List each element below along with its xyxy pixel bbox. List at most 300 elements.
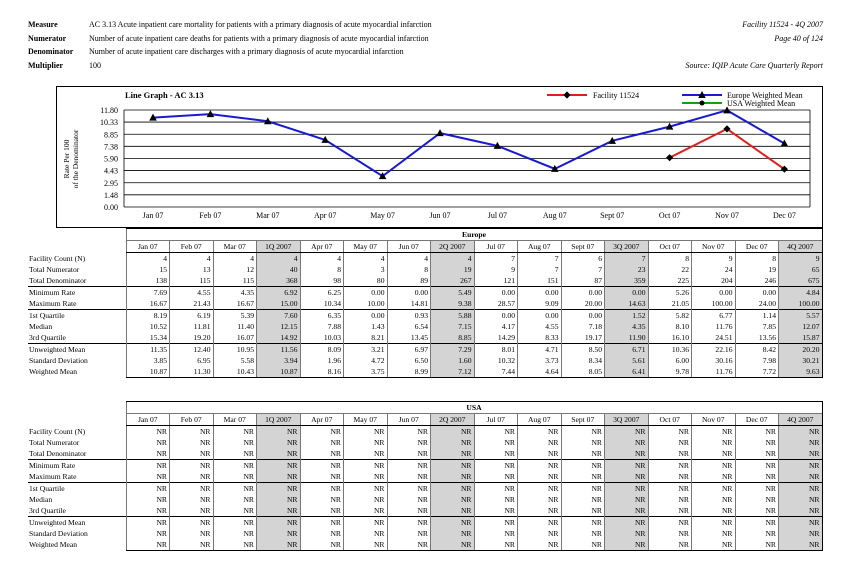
table-cell: 16.10	[648, 332, 692, 344]
table-cell: NR	[170, 505, 214, 517]
table-cell: NR	[170, 483, 214, 495]
table-cell: 23	[605, 264, 649, 275]
table-cell: NR	[126, 517, 170, 529]
table-cell: NR	[692, 494, 736, 505]
table-cell: NR	[605, 426, 649, 438]
table-cell: NR	[431, 426, 475, 438]
table-cell: 11.76	[692, 366, 736, 378]
table-cell: 5.58	[213, 355, 257, 366]
table-row	[28, 505, 822, 517]
table-cell: 8.85	[431, 332, 475, 344]
table-cell: 7	[561, 264, 605, 275]
table-cell: 4	[126, 253, 170, 265]
column-header: Jul 07	[474, 414, 518, 426]
table-cell: NR	[387, 494, 431, 505]
table-cell: 115	[213, 275, 257, 287]
table-cell: 5.61	[605, 355, 649, 366]
table-row	[28, 517, 822, 529]
table-cell: 6.41	[605, 366, 649, 378]
table-cell: NR	[474, 471, 518, 483]
y-axis-label-line: of the Denominator	[71, 129, 80, 189]
column-header: Dec 07	[735, 241, 779, 253]
table-cell: 5.26	[648, 287, 692, 299]
table-cell: 8	[735, 253, 779, 265]
table-cell: NR	[344, 517, 388, 529]
table-cell: 6.92	[257, 287, 301, 299]
table-cell: NR	[518, 460, 562, 472]
table-cell: NR	[257, 471, 301, 483]
table-cell: NR	[170, 437, 214, 448]
table-cell: NR	[431, 494, 475, 505]
table-cell: NR	[518, 517, 562, 529]
table-cell: 65	[779, 264, 823, 275]
x-tick-label: Jul 07	[487, 211, 508, 220]
row-label-spacer	[28, 241, 126, 253]
denominator-row	[28, 45, 823, 59]
table-cell: 6.95	[170, 355, 214, 366]
column-header: 4Q 2007	[779, 414, 823, 426]
table-cell: NR	[387, 505, 431, 517]
table-cell: NR	[605, 517, 649, 529]
table-cell: 0.00	[344, 287, 388, 299]
table-cell: 0.00	[692, 287, 736, 299]
table-cell: NR	[170, 517, 214, 529]
table-cell: 14.63	[605, 298, 649, 310]
table-cell: 4.64	[518, 366, 562, 378]
column-header: 4Q 2007	[779, 241, 823, 253]
table-cell: 7.88	[300, 321, 344, 332]
table-cell: 7	[474, 253, 518, 265]
table-cell: NR	[561, 539, 605, 551]
table-cell: NR	[431, 539, 475, 551]
table-cell: 30.21	[779, 355, 823, 366]
table-cell: NR	[300, 448, 344, 460]
table-cell: 1.14	[735, 310, 779, 322]
table-cell: 7.98	[735, 355, 779, 366]
table-cell: NR	[735, 460, 779, 472]
table-cell: 6.50	[387, 355, 431, 366]
table-cell: 80	[344, 275, 388, 287]
table-cell: 11.40	[213, 321, 257, 332]
table-cell: 7.69	[126, 287, 170, 299]
table-cell: NR	[213, 437, 257, 448]
table-cell: NR	[648, 448, 692, 460]
table-cell: NR	[474, 437, 518, 448]
table-cell: NR	[605, 539, 649, 551]
table-cell: NR	[300, 517, 344, 529]
measure-row	[28, 18, 823, 32]
x-tick-label: Jan 07	[142, 211, 164, 220]
table-cell: 8.01	[474, 344, 518, 356]
table-cell: NR	[300, 539, 344, 551]
table-cell: 5.49	[431, 287, 475, 299]
table-cell: NR	[126, 471, 170, 483]
table-cell: 246	[735, 275, 779, 287]
table-cell: 24.51	[692, 332, 736, 344]
table-cell: 11.76	[692, 321, 736, 332]
table-cell: 4.17	[474, 321, 518, 332]
table-row	[28, 332, 822, 344]
table-cell: NR	[692, 437, 736, 448]
table-cell: 3.85	[126, 355, 170, 366]
table-cell: 10.87	[126, 366, 170, 378]
table-cell: 3.73	[518, 355, 562, 366]
table-cell: NR	[779, 528, 823, 539]
table-cell: NR	[387, 471, 431, 483]
column-header: Jan 07	[126, 414, 170, 426]
table-cell: 0.00	[518, 287, 562, 299]
x-tick-label: Sept 07	[600, 211, 625, 220]
row-label: Unweighted Mean	[28, 344, 126, 356]
column-header: Apr 07	[300, 241, 344, 253]
table-cell: NR	[257, 539, 301, 551]
table-cell: NR	[170, 460, 214, 472]
table-cell: NR	[257, 505, 301, 517]
table-cell: NR	[257, 528, 301, 539]
y-axis-label	[62, 129, 80, 188]
table-cell: NR	[431, 437, 475, 448]
y-tick-label: 2.95	[104, 178, 118, 188]
table-row	[28, 355, 822, 366]
table-cell: NR	[126, 505, 170, 517]
table-cell: 22	[648, 264, 692, 275]
table-cell: 675	[779, 275, 823, 287]
column-header: Mar 07	[213, 241, 257, 253]
table-cell: 15.87	[779, 332, 823, 344]
table-row	[28, 437, 822, 448]
table-cell: 4.72	[344, 355, 388, 366]
table-cell: NR	[648, 471, 692, 483]
table-cell: 368	[257, 275, 301, 287]
y-axis-label-line: Rate Per 100	[62, 139, 71, 179]
column-header: 3Q 2007	[605, 414, 649, 426]
row-label: Total Denominator	[29, 449, 87, 458]
column-header: Nov 07	[692, 414, 736, 426]
table-cell: NR	[518, 528, 562, 539]
table-cell: 6.54	[387, 321, 431, 332]
table-row	[28, 287, 822, 299]
table-cell: 19	[431, 264, 475, 275]
table-cell: 21.43	[170, 298, 214, 310]
row-label: Maximum Rate	[29, 299, 77, 308]
column-header: 1Q 2007	[257, 414, 301, 426]
table-cell: 12	[213, 264, 257, 275]
usa-section-title: USA	[126, 402, 822, 414]
row-label: Facility Count (N)	[29, 253, 86, 263]
table-cell: 89	[387, 275, 431, 287]
table-cell: 15	[126, 264, 170, 275]
table-cell: NR	[300, 494, 344, 505]
table-cell: NR	[300, 426, 344, 438]
table-cell: NR	[170, 494, 214, 505]
table-cell: 19.20	[170, 332, 214, 344]
row-label: Standard Deviation	[29, 356, 88, 365]
table-cell: 4.84	[779, 287, 823, 299]
table-cell: 11.81	[170, 321, 214, 332]
table-cell: 7.85	[735, 321, 779, 332]
table-cell: 10.34	[300, 298, 344, 310]
legend-facility-text: Facility 11524	[593, 91, 640, 100]
table-cell: 7.15	[431, 321, 475, 332]
column-header: Aug 07	[518, 414, 562, 426]
europe-line	[153, 110, 784, 176]
table-cell: 115	[170, 275, 214, 287]
table-cell: NR	[431, 460, 475, 472]
table-row	[28, 366, 822, 378]
x-tick-label: Oct 07	[658, 211, 681, 220]
table-cell: 0.00	[735, 287, 779, 299]
table-cell: 20.00	[561, 298, 605, 310]
table-cell: 1.60	[431, 355, 475, 366]
row-label: Weighted Mean	[29, 367, 78, 377]
line-chart-panel	[56, 86, 823, 228]
table-cell: 0.93	[387, 310, 431, 322]
table-cell: 4	[170, 253, 214, 265]
legend-usa-text: USA Weighted Mean	[727, 99, 796, 108]
table-cell: 6.35	[300, 310, 344, 322]
table-cell: NR	[692, 517, 736, 529]
table-cell: NR	[605, 528, 649, 539]
table-cell: 267	[431, 275, 475, 287]
table-cell: NR	[779, 448, 823, 460]
table-cell: 0.00	[561, 310, 605, 322]
table-cell: NR	[648, 539, 692, 551]
table-cell: NR	[344, 426, 388, 438]
table-cell: NR	[300, 471, 344, 483]
table-cell: 0.00	[474, 287, 518, 299]
table-cell: NR	[518, 505, 562, 517]
column-header: Jan 07	[126, 241, 170, 253]
column-header: May 07	[344, 241, 388, 253]
row-label: 3rd Quartile	[29, 333, 66, 342]
table-row	[28, 264, 822, 275]
table-cell: 14.92	[257, 332, 301, 344]
table-cell: NR	[213, 448, 257, 460]
table-cell: 0.00	[387, 287, 431, 299]
europe-table	[28, 228, 823, 378]
table-cell: 4	[300, 253, 344, 265]
table-row	[28, 310, 822, 322]
table-cell: 10.00	[344, 298, 388, 310]
table-cell: 10.43	[213, 366, 257, 378]
x-tick-label: May 07	[370, 211, 395, 220]
table-cell: NR	[735, 448, 779, 460]
legend-europe-text: Europe Weighted Mean	[727, 91, 803, 100]
table-cell: NR	[344, 494, 388, 505]
table-cell: NR	[213, 528, 257, 539]
table-cell: 19.17	[561, 332, 605, 344]
table-cell: NR	[779, 517, 823, 529]
europe-section-header	[28, 229, 822, 241]
column-header: May 07	[344, 414, 388, 426]
table-cell: 100.00	[692, 298, 736, 310]
table-cell: NR	[605, 471, 649, 483]
table-cell: 10.87	[257, 366, 301, 378]
table-cell: 151	[518, 275, 562, 287]
table-cell: NR	[605, 483, 649, 495]
table-cell: NR	[126, 528, 170, 539]
usa-section-header	[28, 402, 822, 414]
table-cell: NR	[257, 494, 301, 505]
table-cell: NR	[692, 505, 736, 517]
table-cell: NR	[126, 460, 170, 472]
table-cell: 4.55	[170, 287, 214, 299]
table-cell: 8	[300, 264, 344, 275]
table-cell: 8.19	[126, 310, 170, 322]
table-cell: 11.35	[126, 344, 170, 356]
table-cell: NR	[779, 437, 823, 448]
table-cell: 7.18	[561, 321, 605, 332]
column-header: Oct 07	[648, 414, 692, 426]
y-tick-label: 11.80	[100, 106, 118, 115]
table-cell: NR	[300, 437, 344, 448]
table-cell: NR	[344, 448, 388, 460]
table-cell: 10.32	[474, 355, 518, 366]
table-cell: NR	[257, 460, 301, 472]
table-cell: NR	[213, 426, 257, 438]
table-cell: NR	[561, 494, 605, 505]
table-cell: NR	[474, 505, 518, 517]
table-cell: NR	[431, 448, 475, 460]
table-cell: 7.12	[431, 366, 475, 378]
y-tick-label: 5.90	[104, 154, 118, 164]
legend-usa-marker	[700, 101, 705, 106]
column-header: 2Q 2007	[431, 414, 475, 426]
table-cell: NR	[474, 517, 518, 529]
table-cell: NR	[735, 483, 779, 495]
chart-title: Line Graph - AC 3.13	[125, 90, 204, 100]
table-cell: NR	[518, 494, 562, 505]
table-cell: 8	[387, 264, 431, 275]
table-cell: 1.96	[300, 355, 344, 366]
table-cell: NR	[561, 528, 605, 539]
x-tick-label: Dec 07	[772, 211, 796, 220]
table-cell: NR	[648, 517, 692, 529]
table-cell: 4	[387, 253, 431, 265]
line-chart	[57, 87, 822, 227]
table-cell: 6.25	[300, 287, 344, 299]
table-row	[28, 253, 822, 265]
table-cell: NR	[474, 483, 518, 495]
table-cell: NR	[692, 426, 736, 438]
table-cell: NR	[431, 483, 475, 495]
table-cell: 121	[474, 275, 518, 287]
table-cell: NR	[213, 494, 257, 505]
multiplier-value: 100	[89, 60, 101, 70]
table-cell: NR	[344, 471, 388, 483]
y-tick-label: 7.38	[104, 142, 118, 152]
table-cell: 10.95	[213, 344, 257, 356]
table-cell: 8.42	[735, 344, 779, 356]
table-cell: NR	[518, 448, 562, 460]
table-row	[28, 426, 822, 438]
table-cell: 19	[735, 264, 779, 275]
table-cell: NR	[344, 483, 388, 495]
table-cell: NR	[257, 437, 301, 448]
table-cell: 7.44	[474, 366, 518, 378]
x-tick-label: Nov 07	[715, 211, 739, 220]
table-cell: NR	[518, 437, 562, 448]
table-cell: 9	[779, 253, 823, 265]
table-cell: NR	[648, 426, 692, 438]
table-cell: NR	[692, 460, 736, 472]
column-header: Nov 07	[692, 241, 736, 253]
table-cell: 98	[300, 275, 344, 287]
table-cell: 8.99	[387, 366, 431, 378]
table-cell: NR	[387, 528, 431, 539]
table-cell: 9.78	[648, 366, 692, 378]
table-cell: 7.60	[257, 310, 301, 322]
usa-table	[28, 401, 823, 551]
table-cell: 4.55	[518, 321, 562, 332]
table-row	[28, 460, 822, 472]
table-cell: NR	[474, 448, 518, 460]
table-cell: NR	[387, 539, 431, 551]
table-cell: NR	[126, 539, 170, 551]
row-label: Total Numerator	[29, 438, 80, 447]
table-cell: 8	[648, 253, 692, 265]
row-label: Median	[29, 322, 53, 331]
table-cell: NR	[561, 471, 605, 483]
table-cell: 9.38	[431, 298, 475, 310]
table-cell: NR	[561, 437, 605, 448]
y-tick-label: 1.48	[104, 190, 118, 200]
column-header: 1Q 2007	[257, 241, 301, 253]
denominator-label: Denominator	[28, 47, 74, 56]
table-cell: NR	[387, 483, 431, 495]
column-header: Apr 07	[300, 414, 344, 426]
table-cell: NR	[779, 471, 823, 483]
table-cell: 11.90	[605, 332, 649, 344]
table-cell: 9.09	[518, 298, 562, 310]
table-cell: 6.00	[648, 355, 692, 366]
table-cell: 7	[518, 253, 562, 265]
table-cell: NR	[431, 471, 475, 483]
table-cell: NR	[692, 471, 736, 483]
facility-period: Facility 11524 - 4Q 2007	[742, 20, 823, 29]
table-cell: 3.75	[344, 366, 388, 378]
table-cell: NR	[605, 460, 649, 472]
column-header: Jun 07	[387, 241, 431, 253]
column-header: Feb 07	[170, 414, 214, 426]
table-cell: 0.00	[474, 310, 518, 322]
table-cell: NR	[561, 426, 605, 438]
table-cell: 3	[344, 264, 388, 275]
table-cell: NR	[170, 471, 214, 483]
table-cell: 40	[257, 264, 301, 275]
table-cell: NR	[170, 448, 214, 460]
table-row	[28, 483, 822, 495]
table-row	[28, 344, 822, 356]
table-row	[28, 471, 822, 483]
table-row	[28, 448, 822, 460]
table-cell: 4.71	[518, 344, 562, 356]
table-cell: 9	[474, 264, 518, 275]
table-cell: 13.45	[387, 332, 431, 344]
table-cell: NR	[518, 483, 562, 495]
table-cell: NR	[300, 528, 344, 539]
table-cell: NR	[257, 426, 301, 438]
table-cell: 4.35	[605, 321, 649, 332]
multiplier-label: Multiplier	[28, 60, 64, 70]
column-header: 3Q 2007	[605, 241, 649, 253]
table-cell: NR	[779, 460, 823, 472]
facility-point	[666, 154, 673, 161]
table-cell: 1.43	[344, 321, 388, 332]
table-cell: NR	[648, 505, 692, 517]
table-cell: 8.10	[648, 321, 692, 332]
table-cell: NR	[735, 494, 779, 505]
